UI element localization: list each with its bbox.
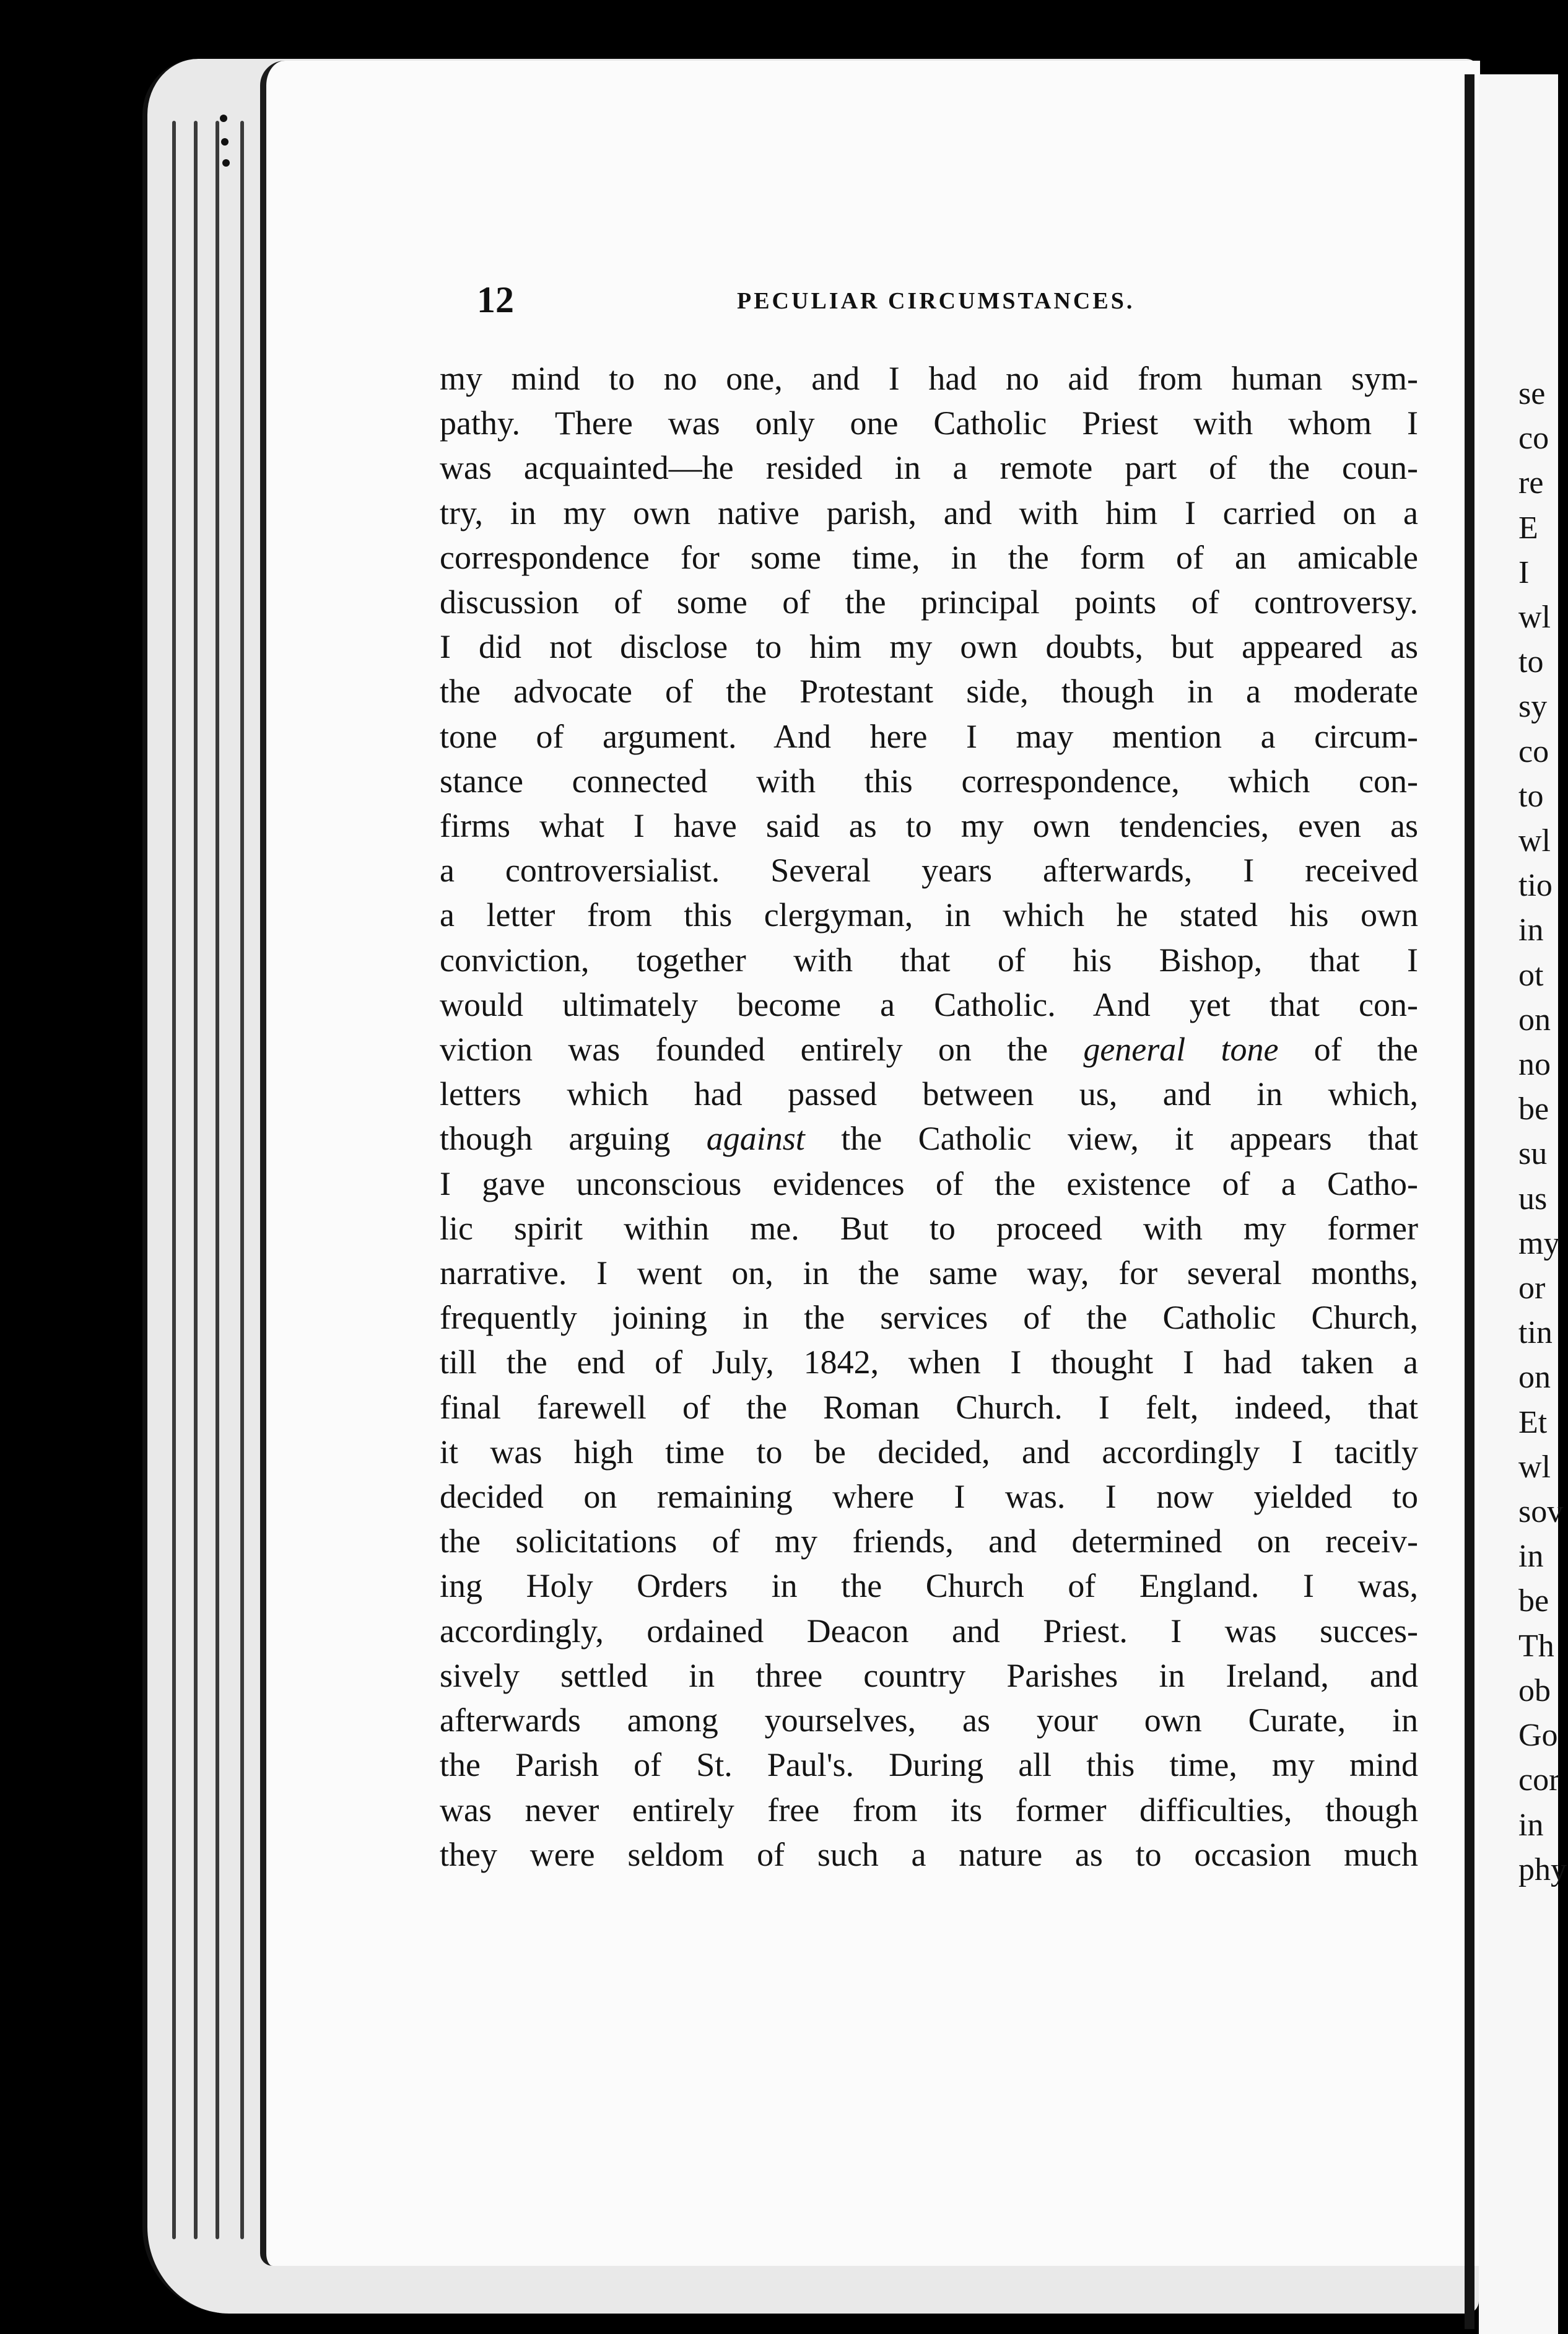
text-line: ing Holy Orders in the Church of England. I was, bbox=[440, 1567, 1418, 1605]
next-page-text-fragments bbox=[1518, 372, 1568, 1892]
text-line: correspondence for some time, in the form of an amicable bbox=[440, 538, 1418, 576]
next-page-fragment: ot bbox=[1518, 957, 1544, 993]
next-page-fragment: in bbox=[1518, 1807, 1544, 1843]
next-page-fragment: to bbox=[1518, 644, 1544, 680]
line-segment: viction was founded entirely on the bbox=[440, 1031, 1084, 1069]
text-line: narrative. I went on, in the same way, for several months, bbox=[440, 1254, 1418, 1292]
text-line: lic spirit within me. But to proceed with my former bbox=[440, 1209, 1418, 1247]
next-page-fragment: re bbox=[1518, 465, 1544, 501]
text-line: the solicitations of my friends, and determined on receiv- bbox=[440, 1523, 1418, 1560]
next-page-fragment: wl bbox=[1518, 1449, 1551, 1485]
text-line: a letter from this clergyman, in which he stated his own bbox=[440, 896, 1418, 934]
page-edge bbox=[216, 121, 219, 2239]
line-segment: of the bbox=[1278, 1031, 1418, 1069]
next-page-fragment: phy bbox=[1518, 1851, 1567, 1887]
text-line: was never entirely free from its former difficulties, though bbox=[440, 1791, 1418, 1829]
text-line: accordingly, ordained Deacon and Priest. I was succes- bbox=[440, 1612, 1418, 1650]
next-page-fragment: su bbox=[1518, 1136, 1548, 1172]
next-page-fragment: cor bbox=[1518, 1762, 1560, 1798]
text-line: would ultimately become a Catholic. And yet that con- bbox=[440, 986, 1418, 1023]
text-line: I did not disclose to him my own doubts, but appeared as bbox=[440, 628, 1418, 666]
next-page-fragment: on bbox=[1518, 1002, 1551, 1038]
next-page-fragment: be bbox=[1518, 1091, 1549, 1127]
text-line: firms what I have said as to my own tendencies, even as bbox=[440, 807, 1418, 845]
text-line: stance connected with this correspondence, which con- bbox=[440, 762, 1418, 800]
text-line: sively settled in three country Parishes in Ireland, and bbox=[440, 1656, 1418, 1694]
text-line: the Parish of St. Paul's. During all this time, my mind bbox=[440, 1746, 1418, 1784]
ink-speck bbox=[221, 138, 229, 146]
next-page-fragment: Et bbox=[1518, 1404, 1548, 1440]
text-line: decided on remaining where I was. I now yielded to bbox=[440, 1478, 1418, 1516]
body-text bbox=[440, 356, 1418, 1877]
text-line: conviction, together with that of his Bishop, that I bbox=[440, 941, 1418, 979]
next-page-fragment: I bbox=[1518, 554, 1530, 590]
text-line: a controversialist. Several years afterwards, I received bbox=[440, 852, 1418, 889]
page-number: 12 bbox=[477, 279, 514, 320]
text-line: letters which had passed between us, and in which, bbox=[440, 1075, 1418, 1113]
page-edge bbox=[194, 121, 198, 2239]
next-page-fragment: to bbox=[1518, 778, 1544, 814]
running-head: PECULIAR CIRCUMSTANCES. bbox=[737, 288, 1135, 314]
next-page-fragment: in bbox=[1518, 912, 1544, 948]
next-page-fragment: or bbox=[1518, 1270, 1546, 1306]
italic-phrase: general tone bbox=[1083, 1031, 1279, 1069]
text-line: tone of argument. And here I may mention a circum- bbox=[440, 717, 1418, 755]
page-edge bbox=[240, 121, 244, 2239]
ink-specks bbox=[220, 115, 230, 170]
text-line: pathy. There was only one Catholic Priest with whom I bbox=[440, 404, 1418, 442]
next-page-fragment: us bbox=[1518, 1181, 1548, 1217]
book-gutter bbox=[1465, 74, 1474, 2329]
text-line: it was high time to be decided, and accordingly I tacitly bbox=[440, 1433, 1418, 1471]
next-page-fragment: sy bbox=[1518, 689, 1548, 725]
next-page-fragment: sov bbox=[1518, 1494, 1564, 1530]
text-line-with-italic bbox=[440, 1027, 1418, 1072]
next-page-fragment: my bbox=[1518, 1225, 1560, 1261]
text-line: final farewell of the Roman Church. I felt, indeed, that bbox=[440, 1388, 1418, 1426]
next-page-fragment: tin bbox=[1518, 1315, 1553, 1351]
text-line: was acquainted—he resided in a remote part of the coun- bbox=[440, 449, 1418, 487]
next-page-fragment: on bbox=[1518, 1360, 1551, 1396]
next-page-fragment: ob bbox=[1518, 1672, 1551, 1708]
next-page-fragment: Go bbox=[1518, 1718, 1558, 1754]
next-page-fragment: in bbox=[1518, 1539, 1544, 1575]
text-line: till the end of July, 1842, when I thought I had taken a bbox=[440, 1344, 1418, 1381]
next-page-fragment: wl bbox=[1518, 600, 1551, 636]
next-page-fragment: Th bbox=[1518, 1628, 1554, 1664]
next-page-fragment: co bbox=[1518, 421, 1549, 457]
text-line-with-italic bbox=[440, 1116, 1418, 1161]
page-header bbox=[477, 279, 1146, 322]
text-line: frequently joining in the services of the Catholic Church, bbox=[440, 1299, 1418, 1337]
ink-speck bbox=[222, 159, 230, 167]
text-line: they were seldom of such a nature as to occasion much bbox=[440, 1835, 1418, 1873]
text-line: the advocate of the Protestant side, though in a moderate bbox=[440, 673, 1418, 710]
next-page-fragment: be bbox=[1518, 1583, 1549, 1619]
page-edge bbox=[172, 121, 176, 2239]
text-line: my mind to no one, and I had no aid from human sym- bbox=[440, 360, 1418, 397]
text-line: I gave unconscious evidences of the existence of a Catho- bbox=[440, 1165, 1418, 1202]
line-segment: the Catholic view, it appears that bbox=[804, 1120, 1418, 1158]
text-line: try, in my own native parish, and with him I carried on a bbox=[440, 494, 1418, 531]
next-page-fragment: co bbox=[1518, 733, 1549, 769]
next-page-fragment: E bbox=[1518, 510, 1538, 546]
ink-speck bbox=[220, 115, 227, 122]
text-line: afterwards among yourselves, as your own Curate, in bbox=[440, 1702, 1418, 1739]
next-page-fragment: se bbox=[1518, 376, 1546, 411]
text-line: discussion of some of the principal points of controversy. bbox=[440, 584, 1418, 621]
next-page-fragment: wl bbox=[1518, 823, 1551, 859]
line-segment: though arguing bbox=[440, 1120, 707, 1158]
italic-phrase: against bbox=[706, 1120, 805, 1158]
next-page-fragment: tio bbox=[1518, 868, 1553, 904]
next-page-fragment: no bbox=[1518, 1047, 1551, 1083]
